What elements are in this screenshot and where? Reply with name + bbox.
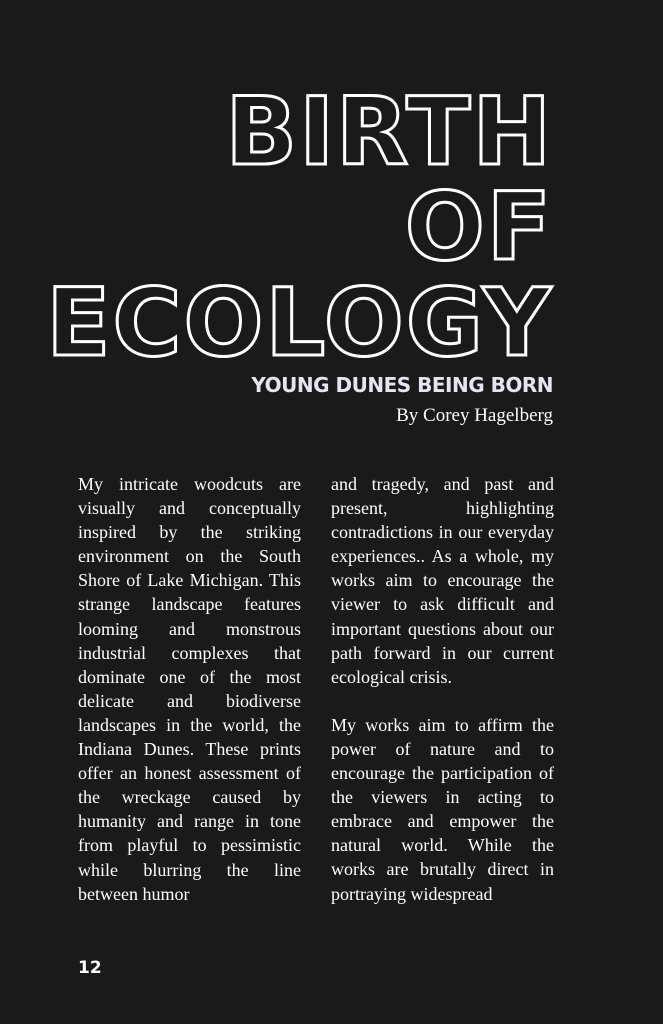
body-paragraph: My works aim to affirm the power of nature and to encourage the participation of the viewers in acting to embrace and empower the natural world. While the works are brutally direct in portraying widespread xyxy=(331,714,554,904)
body-column-left xyxy=(78,472,301,906)
page-number: 12 xyxy=(78,958,102,978)
body-paragraph: My intricate woodcuts are visually and conceptually inspired by the striking environment on the South Shore of Lake Michigan. This strange landscape features looming and monstrous industrial complexes that dominate one of the most delicate and biodiverse landscapes in the world, the Indiana Dunes. These prints offer an honest assessment of the wreckage caused by humanity and range in tone from playful to pessimistic while blurring the line between humor xyxy=(78,474,301,904)
title-line-ecology: ECOLOGY xyxy=(46,269,553,378)
byline: By Corey Hagelberg xyxy=(396,405,553,426)
body-paragraph: and tragedy, and past and present, highlighting contradictions in our everyday experiences.. As a whole, my works aim to encourage the viewer to ask difficult and important questions about our path forward in our current ecological crisis. xyxy=(331,474,554,687)
title-line-of: OF xyxy=(404,173,553,282)
title-line-birth: BIRTH xyxy=(225,78,553,187)
body-column-right xyxy=(331,472,554,906)
subtitle: YOUNG DUNES BEING BORN xyxy=(251,373,553,397)
